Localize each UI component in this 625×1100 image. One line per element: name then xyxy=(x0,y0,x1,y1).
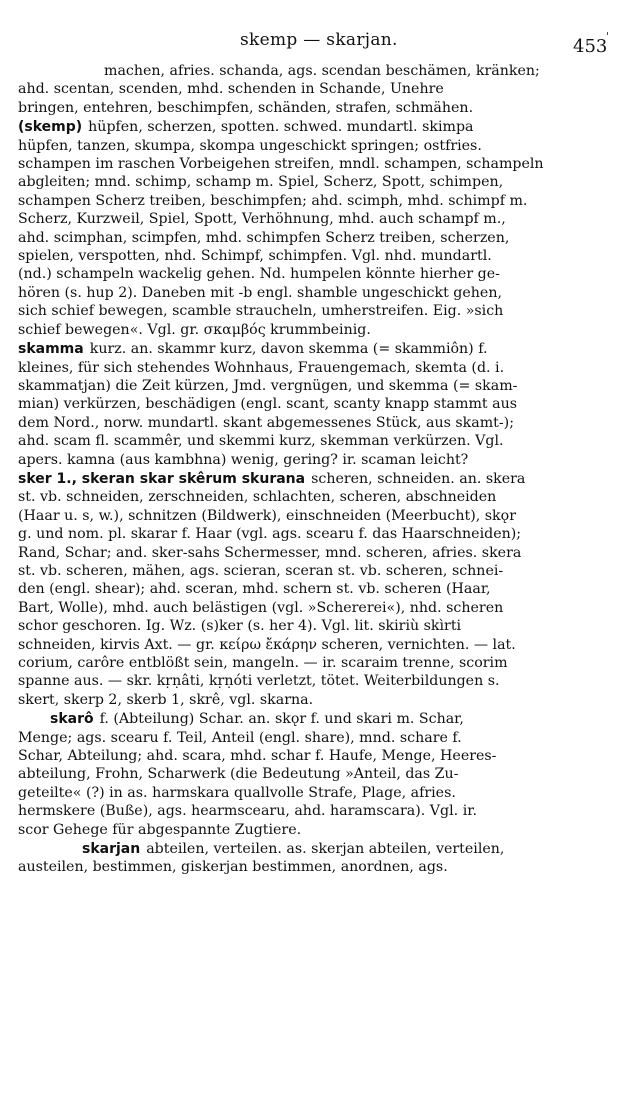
text-line xyxy=(18,765,610,783)
text-line xyxy=(18,747,610,765)
entry-headword: skamma xyxy=(18,341,84,358)
entry-headword: skarjan xyxy=(82,841,141,858)
entry-text: skammatjan) die Zeit kürzen, Jmd. vergnügen, und skemma (= skam- xyxy=(18,377,518,394)
running-head xyxy=(0,30,625,56)
text-line xyxy=(18,729,610,747)
text-line xyxy=(18,359,610,377)
entry-text: machen, afries. schanda, ags. scendan beschämen, kränken; xyxy=(104,63,540,79)
text-line xyxy=(18,265,610,283)
text-line xyxy=(18,562,610,580)
text-line xyxy=(18,432,610,450)
running-title: skemp — skarjan. xyxy=(240,30,398,50)
entry-text: corium, carôre entblößt sein, mangeln. — ir. scaraim trenne, scorim xyxy=(18,655,508,671)
text-line xyxy=(18,284,610,302)
text-line xyxy=(18,544,610,562)
entry-text: Scherz, Kurzweil, Spiel, Spott, Verhöhnung, mhd. auch schampf m., xyxy=(18,211,506,228)
text-line xyxy=(18,451,610,469)
text-line xyxy=(18,62,610,80)
dictionary-entry xyxy=(18,710,610,839)
text-line xyxy=(18,580,610,598)
text-line xyxy=(18,599,610,617)
text-line xyxy=(18,247,610,265)
dictionary-entry xyxy=(18,340,610,469)
entry-text: abteilen, verteilen. as. skerjan abteilen, verteilen, xyxy=(146,841,505,858)
entry-text: sich schief bewegen, scamble straucheln, umherstreifen. Eig. »sich xyxy=(18,303,504,320)
text-line xyxy=(18,617,610,635)
entry-text: Menge; ags. scearu f. Teil, Anteil (engl. share), mnd. schare f. xyxy=(18,729,462,746)
text-line xyxy=(18,377,610,395)
entry-text: hermskere (Buße), ags. hearmscearu, ahd. haramscara). Vgl. ir. xyxy=(18,803,477,820)
entry-text: hören (s. hup 2). Daneben mit -b engl. shamble ungeschickt gehen, xyxy=(18,284,502,301)
entry-text: ahd. scentan, scenden, mhd. schenden in Schande, Unehre xyxy=(18,81,444,98)
dictionary-entry xyxy=(18,118,610,339)
entry-text: abteilung, Frohn, Scharwerk (die Bedeutung »Anteil, das Zu- xyxy=(18,766,459,783)
text-line xyxy=(18,302,610,320)
text-line xyxy=(18,672,610,690)
text-line xyxy=(18,210,610,228)
corner-mark: ' xyxy=(606,30,610,43)
entry-text: skert, skerp 2, skerb 1, skrê, vgl. skarna. xyxy=(18,691,314,708)
text-line xyxy=(18,80,610,98)
page-number: 453 xyxy=(573,36,608,57)
entry-text: abgleiten; mnd. schimp, schamp m. Spiel, Scherz, Spott, schimpen, xyxy=(18,174,504,191)
text-line xyxy=(18,802,610,820)
text-line xyxy=(18,858,610,876)
text-line xyxy=(18,192,610,210)
entry-text: Schar, Abteilung; ahd. scara, mhd. schar f. Haufe, Menge, Heeres- xyxy=(18,748,497,765)
dictionary-entry xyxy=(18,62,610,117)
entry-text: schor geschoren. Ig. Wz. (s)ker (s. her 4). Vgl. lit. skiriù skìrti xyxy=(18,618,462,635)
entry-text: kleines, für sich stehendes Wohnhaus, Frauengemach, skemta (d. i. xyxy=(18,359,505,376)
entry-text: austeilen, bestimmen, giskerjan bestimmen, anordnen, ags. xyxy=(18,859,448,876)
entry-text: Rand, Schar; and. sker-sahs Schermesser, mnd. scheren, afries. skera xyxy=(18,544,522,561)
dictionary-body xyxy=(18,62,610,878)
text-line xyxy=(18,821,610,839)
text-line xyxy=(18,710,610,728)
text-line xyxy=(18,691,610,709)
text-line xyxy=(18,395,610,413)
text-line xyxy=(18,99,610,117)
text-line xyxy=(18,470,610,488)
text-line xyxy=(18,321,610,339)
text-line xyxy=(18,137,610,155)
entry-text: ahd. scimphan, scimpfen, mhd. schimpfen Scherz treiben, scherzen, xyxy=(18,229,510,246)
entry-text: schampen im raschen Vorbeigehen streifen, mndl. schampen, schampeln xyxy=(18,156,544,173)
entry-text: (nd.) schampeln wackelig gehen. Nd. humpelen könnte hierher ge- xyxy=(18,266,500,283)
entry-headword: skarô xyxy=(50,711,94,728)
text-line xyxy=(18,155,610,173)
entry-text: st. vb. scheren, mähen, ags. scieran, sceran st. vb. scheren, schnei- xyxy=(18,562,504,579)
text-line xyxy=(18,654,610,672)
entry-text: bringen, entehren, beschimpfen, schänden, strafen, schmähen. xyxy=(18,99,474,116)
entry-text: hüpfen, tanzen, skumpa, skompa ungeschickt springen; ostfries. xyxy=(18,137,482,154)
dictionary-entry xyxy=(18,840,610,877)
entry-text: mian) verkürzen, beschädigen (engl. scant, scanty knapp stammt aus xyxy=(18,396,518,413)
entry-text: scheren, schneiden. an. skera xyxy=(311,470,526,487)
text-line xyxy=(18,340,610,358)
text-line xyxy=(18,173,610,191)
text-line xyxy=(18,784,610,802)
text-line xyxy=(18,636,610,654)
entry-text: schneiden, kirvis Axt. — gr. κείρω ἔκάρην scheren, vernichten. — lat. xyxy=(18,636,516,653)
entry-text: den (engl. shear); ahd. sceran, mhd. schern st. vb. scheren (Haar, xyxy=(18,581,491,598)
text-line xyxy=(18,525,610,543)
text-line xyxy=(18,414,610,432)
text-line xyxy=(18,507,610,525)
text-line xyxy=(18,229,610,247)
entry-text: schief bewegen«. Vgl. gr. σκαμβός krummbeinig. xyxy=(18,321,371,338)
entry-text: schampen Scherz treiben, beschimpfen; ahd. scimph, mhd. schimpf m. xyxy=(18,192,528,209)
entry-text: scor Gehege für abgespannte Zugtiere. xyxy=(18,821,302,838)
entry-text: f. (Abteilung) Schar. an. skǫr f. und skari m. Schar, xyxy=(99,711,464,728)
text-line xyxy=(18,118,610,136)
entry-text: Bart, Wolle), mhd. auch belästigen (vgl. »Schererei«), nhd. scheren xyxy=(18,599,504,616)
entry-text: st. vb. schneiden, zerschneiden, schlachten, scheren, abschneiden xyxy=(18,489,497,506)
entry-text: g. und nom. pl. skarar f. Haar (vgl. ags. scearu f. das Haarschneiden); xyxy=(18,526,522,543)
entry-text: kurz. an. skammr kurz, davon skemma (= skammiôn) f. xyxy=(89,341,488,358)
entry-text: spielen, verspotten, nhd. Schimpf, schimpfen. Vgl. nhd. mundartl. xyxy=(18,248,492,265)
entry-headword: sker 1., skeran skar skêrum skurana xyxy=(18,470,306,487)
entry-headword: (skemp) xyxy=(18,119,83,136)
entry-text: geteilte« (?) in as. harmskara quallvolle Strafe, Plage, afries. xyxy=(18,784,456,801)
entry-text: ahd. scam fl. scammêr, und skemmi kurz, skemman verkürzen. Vgl. xyxy=(18,433,504,450)
dictionary-entry xyxy=(18,470,610,709)
entry-text: apers. kamna (aus kambhna) wenig, gering? ir. scaman leicht? xyxy=(18,451,469,468)
entry-text: (Haar u. s, w.), schnitzen (Bildwerk), einschneiden (Meerbucht), skǫr xyxy=(18,507,516,524)
entry-text: dem Nord., norw. mundartl. skant abgemessenes Stück, aus skamt-); xyxy=(18,414,514,431)
text-line xyxy=(18,840,610,858)
text-line xyxy=(18,488,610,506)
entry-text: hüpfen, scherzen, spotten. schwed. mundartl. skimpa xyxy=(88,119,474,136)
entry-text: spanne aus. — skr. kṛṇâti, kṛṇóti verletzt, tötet. Weiterbildungen s. xyxy=(18,673,500,690)
